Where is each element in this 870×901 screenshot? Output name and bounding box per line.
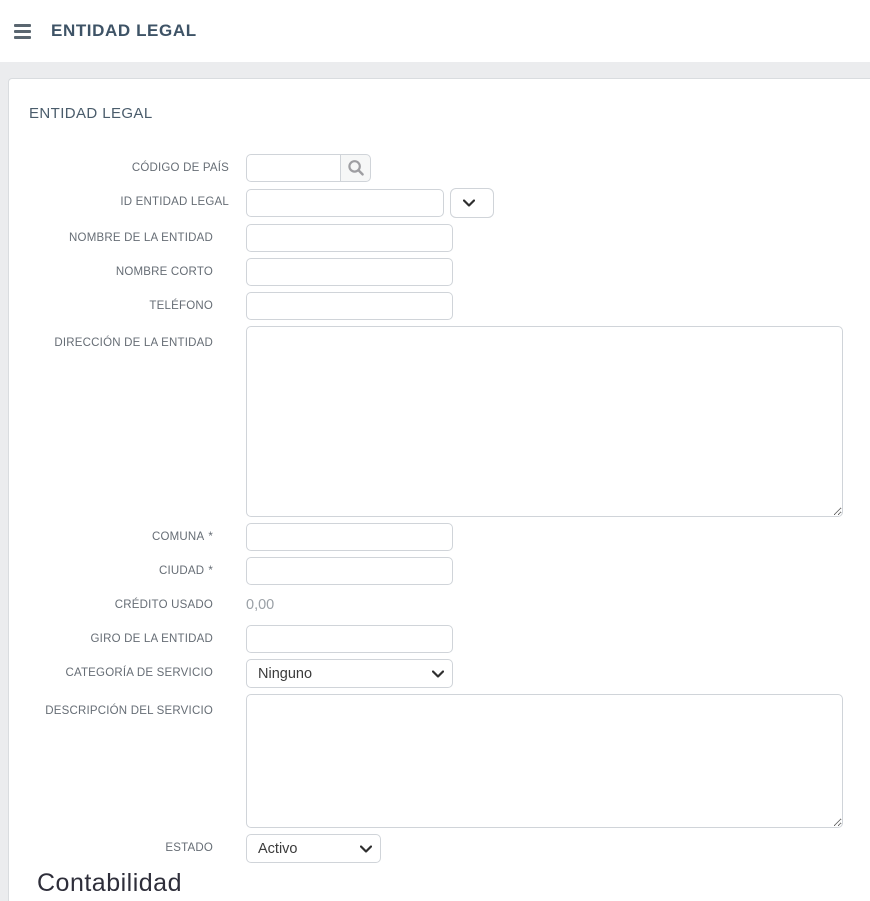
comuna-label: COMUNA * xyxy=(152,531,213,543)
descripcion-textarea[interactable] xyxy=(246,694,843,828)
field-row-ciudad xyxy=(29,557,843,585)
direccion-textarea[interactable] xyxy=(246,326,843,517)
id-entidad-group xyxy=(246,188,494,218)
field-row-comuna xyxy=(29,523,843,551)
id-entidad-input[interactable] xyxy=(246,189,444,217)
estado-select[interactable] xyxy=(246,834,381,863)
field-row-id-entidad xyxy=(29,188,843,218)
telefono-input[interactable] xyxy=(246,292,453,320)
field-row-giro xyxy=(29,625,843,653)
estado-label: ESTADO xyxy=(165,842,213,854)
field-row-nombre-corto xyxy=(29,258,843,286)
field-row-descripcion xyxy=(29,694,843,828)
field-row-estado xyxy=(29,834,843,863)
ciudad-label: CIUDAD * xyxy=(159,565,213,577)
page-title: ENTIDAD LEGAL xyxy=(51,21,197,40)
id-entidad-label: ID ENTIDAD LEGAL xyxy=(120,196,229,208)
comuna-input[interactable] xyxy=(246,523,453,551)
form-card xyxy=(8,78,870,901)
field-row-telefono xyxy=(29,292,843,320)
nombre-entidad-input[interactable] xyxy=(246,224,453,252)
telefono-label: TELÉFONO xyxy=(149,300,213,312)
search-button[interactable] xyxy=(340,154,371,182)
credito-value: 0,00 xyxy=(246,597,275,613)
section-title: ENTIDAD LEGAL xyxy=(29,105,153,122)
field-row-credito xyxy=(29,591,843,619)
nombre-corto-input[interactable] xyxy=(246,258,453,286)
hamburger-menu-button[interactable] xyxy=(12,18,38,44)
field-row-codigo-pais xyxy=(29,154,843,182)
giro-label: GIRO DE LA ENTIDAD xyxy=(90,633,213,645)
id-entidad-select[interactable] xyxy=(450,188,494,218)
required-marker: * xyxy=(208,531,213,543)
ciudad-input[interactable] xyxy=(246,557,453,585)
giro-input[interactable] xyxy=(246,625,453,653)
codigo-pais-search-group xyxy=(246,154,371,182)
contabilidad-heading: Contabilidad xyxy=(37,869,182,897)
codigo-pais-label: CÓDIGO DE PAÍS xyxy=(131,162,229,174)
nombre-corto-label: NOMBRE CORTO xyxy=(115,266,213,278)
estado-select-wrap xyxy=(246,834,381,863)
required-marker: * xyxy=(208,565,213,577)
hamburger-icon xyxy=(14,24,31,27)
field-row-direccion xyxy=(29,326,843,517)
categoria-select-wrap xyxy=(246,659,453,688)
categoria-label: CATEGORÍA DE SERVICIO xyxy=(65,667,213,679)
codigo-pais-input[interactable] xyxy=(246,154,341,182)
credito-label: CRÉDITO USADO xyxy=(114,599,213,611)
nombre-entidad-label: NOMBRE DE LA ENTIDAD xyxy=(69,232,213,244)
magnifier-icon xyxy=(347,159,365,177)
direccion-label: DIRECCIÓN DE LA ENTIDAD xyxy=(54,337,213,349)
categoria-select[interactable] xyxy=(246,659,453,688)
field-row-nombre-entidad xyxy=(29,224,843,252)
top-header xyxy=(0,0,870,62)
field-row-categoria xyxy=(29,659,843,688)
descripcion-label: DESCRIPCIÓN DEL SERVICIO xyxy=(45,705,213,717)
id-entidad-select-wrap xyxy=(444,188,494,218)
